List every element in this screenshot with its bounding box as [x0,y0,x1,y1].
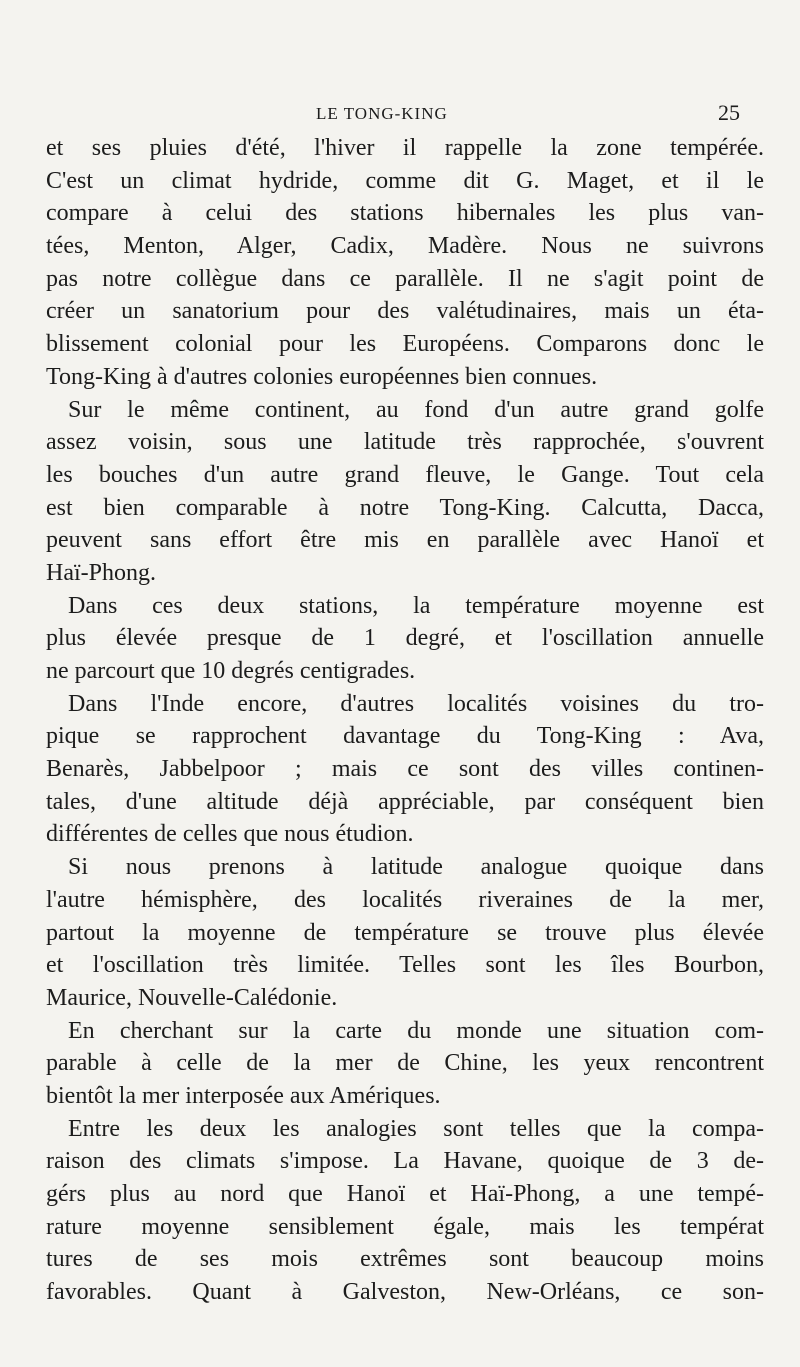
text-line: créer un sanatorium pour des valétudinaires, mais un éta- [46,298,764,325]
text-line: Benarès, Jabbelpoor ; mais ce sont des villes continen- [46,756,764,783]
text-line: partout la moyenne de température se trouve plus élevée [46,919,764,946]
paragraph [46,394,764,590]
text-line: différentes de celles que nous étudion. [46,821,414,848]
paragraph [46,132,764,394]
text-line: et ses pluies d'été, l'hiver il rappelle la zone tempérée. [46,135,764,161]
text-line: blissement colonial pour les Européens. Comparons donc le [46,331,764,358]
text-line: Dans l'Inde encore, d'autres localités voisines du tro- [68,690,764,717]
paragraph [46,1015,764,1113]
page-header [0,100,800,130]
page-number: 25 [718,100,740,125]
text-line: parable à celle de la mer de Chine, les yeux rencontrent [46,1050,764,1077]
paragraph [46,590,764,688]
text-line: compare à celui des stations hibernales les plus van- [46,200,764,227]
text-line: plus élevée presque de 1 degré, et l'oscillation annuelle [46,625,764,652]
text-line: tales, d'une altitude déjà appréciable, par conséquent bien [46,788,764,815]
text-line: bientôt la mer interposée aux Amériques. [46,1082,441,1109]
text-line: Entre les deux les analogies sont telles que la compa- [68,1115,764,1142]
running-title: LE TONG-KING [316,104,448,123]
paragraph [46,1113,764,1309]
text-line: Maurice, Nouvelle-Calédonie. [46,984,338,1011]
text-line: pique se rapprochent davantage du Tong-King : Ava, [46,723,764,750]
text-line: peuvent sans effort être mis en parallèle avec Hanoï et [46,527,764,554]
text-line: tures de ses mois extrêmes sont beaucoup moins [46,1246,764,1273]
text-line: ne parcourt que 10 degrés centigrades. [46,658,416,684]
paragraph [46,851,764,1014]
text-line: est bien comparable à notre Tong-King. Calcutta, Dacca, [46,494,764,521]
text-line: pas notre collègue dans ce parallèle. Il ne s'agit point de [46,265,764,292]
text-line: gérs plus au nord que Hanoï et Haï-Phong, a une tempé- [46,1181,764,1207]
text-line: En cherchant sur la carte du monde une situation com- [68,1017,764,1044]
text-line: Sur le même continent, au fond d'un autre grand golfe [68,396,764,423]
text-line: l'autre hémisphère, des localités riveraines de la mer, [46,886,764,913]
text-line: Tong-King à d'autres colonies européennes bien connues. [46,363,598,390]
text-line: rature moyenne sensiblement égale, mais les températ [46,1213,764,1240]
text-line: Haï-Phong. [46,559,156,586]
text-line: favorables. Quant à Galveston, New-Orléans, ce son- [46,1279,764,1306]
text-line: et l'oscillation très limitée. Telles sont les îles Bourbon, [46,952,764,979]
text-line: les bouches d'un autre grand fleuve, le Gange. Tout cela [46,461,764,488]
body-text [46,132,764,1309]
text-line: assez voisin, sous une latitude très rapprochée, s'ouvrent [46,429,764,456]
text-line: raison des climats s'impose. La Havane, quoique de 3 de- [46,1148,764,1175]
text-line: Dans ces deux stations, la température moyenne est [68,592,764,619]
text-line: tées, Menton, Alger, Cadix, Madère. Nous ne suivrons [46,233,764,260]
text-line: C'est un climat hydride, comme dit G. Maget, et il le [46,167,764,194]
text-line: Si nous prenons à latitude analogue quoique dans [68,854,764,881]
paragraph [46,688,764,851]
